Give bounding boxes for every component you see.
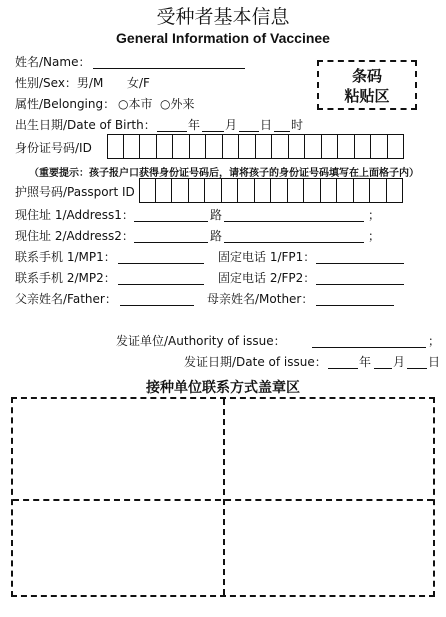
id-note: （重要提示：孩子报户口获得身份证号码后，请将孩子的身份证号码填写在上面格子内） (29, 168, 419, 179)
id-digit-box[interactable] (355, 134, 372, 159)
id-digit-box[interactable] (371, 134, 388, 159)
seal-area-title: 接种单位联系方式盖章区 (146, 380, 300, 396)
passport-char-box[interactable] (222, 178, 239, 203)
passport-char-box[interactable] (238, 178, 255, 203)
id-digit-box[interactable] (157, 134, 174, 159)
passport-label: 护照号码/Passport ID (15, 185, 135, 199)
mp2-field[interactable] (118, 284, 204, 285)
barcode-label-line1: 条码 (351, 67, 382, 85)
address1-road-unit: 路 (210, 208, 223, 222)
id-digit-box[interactable] (173, 134, 190, 159)
address1-detail-field[interactable] (224, 221, 364, 222)
authority-field[interactable] (312, 347, 426, 348)
issue-day-field[interactable] (407, 368, 427, 369)
dob-day-unit: 日 (260, 118, 273, 132)
passport-char-box[interactable] (370, 178, 387, 203)
id-digit-box[interactable] (272, 134, 289, 159)
id-digit-box[interactable] (206, 134, 223, 159)
dob-hour-field[interactable] (274, 131, 290, 132)
id-label: 身份证号码/ID (15, 141, 92, 155)
passport-char-box[interactable] (172, 178, 189, 203)
dob-hour-unit: 时 (291, 118, 304, 132)
id-digit-box[interactable] (289, 134, 306, 159)
id-digit-box[interactable] (305, 134, 322, 159)
passport-char-box[interactable] (304, 178, 321, 203)
id-digit-box[interactable] (256, 134, 273, 159)
dob-month-field[interactable] (202, 131, 224, 132)
mother-label: 母亲姓名/Mother： (207, 292, 314, 306)
seal-divider-horizontal (13, 499, 433, 501)
passport-char-box[interactable] (205, 178, 222, 203)
issue-day-unit: 日 (428, 355, 441, 369)
id-digit-box[interactable] (190, 134, 207, 159)
sex-female-option[interactable]: 女/F (127, 76, 150, 90)
issue-month-unit: 月 (393, 355, 406, 369)
form-title: 受种者基本信息 (156, 6, 290, 28)
id-digit-box[interactable] (140, 134, 157, 159)
passport-char-box[interactable] (189, 178, 206, 203)
address2-label: 现住址 2/Address2： (15, 229, 134, 243)
belonging-local-radio[interactable]: ○本市 (118, 97, 153, 111)
fp1-label: 固定电话 1/FP1： (218, 250, 316, 264)
dob-year-field[interactable] (157, 131, 187, 132)
passport-char-box[interactable] (321, 178, 338, 203)
passport-char-box[interactable] (337, 178, 354, 203)
id-boxes[interactable] (107, 134, 404, 159)
fp2-label: 固定电话 2/FP2： (218, 271, 316, 285)
dob-label: 出生日期/Date of Birth： (15, 118, 156, 132)
fp2-field[interactable] (316, 284, 404, 285)
name-label: 姓名/Name： (15, 55, 91, 69)
mp1-field[interactable] (118, 263, 204, 264)
fp1-field[interactable] (316, 263, 404, 264)
id-digit-box[interactable] (107, 134, 124, 159)
passport-char-box[interactable] (271, 178, 288, 203)
barcode-area (317, 60, 417, 110)
belonging-other-radio[interactable]: ○外来 (160, 97, 195, 111)
id-digit-box[interactable] (388, 134, 405, 159)
address1-district-field[interactable] (134, 221, 208, 222)
mp2-label: 联系手机 2/MP2： (15, 271, 116, 285)
belonging-label: 属性/Belonging： (15, 97, 116, 111)
address2-district-field[interactable] (134, 242, 208, 243)
seal-area (11, 397, 435, 597)
barcode-label-line2: 粘贴区 (344, 87, 390, 105)
id-digit-box[interactable] (338, 134, 355, 159)
sex-label: 性别/Sex：男/M (15, 76, 104, 90)
passport-char-box[interactable] (156, 178, 173, 203)
mother-field[interactable] (316, 305, 394, 306)
father-label: 父亲姓名/Father： (15, 292, 117, 306)
passport-char-box[interactable] (354, 178, 371, 203)
address2-detail-field[interactable] (224, 242, 364, 243)
name-field[interactable] (93, 68, 245, 69)
passport-char-box[interactable] (255, 178, 272, 203)
issue-year-unit: 年 (359, 355, 372, 369)
address2-road-unit: 路 (210, 229, 223, 243)
address1-label: 现住址 1/Address1： (15, 208, 134, 222)
seal-divider-vertical (223, 399, 225, 595)
form-subtitle: General Information of Vaccinee (116, 30, 330, 46)
id-digit-box[interactable] (223, 134, 240, 159)
dob-month-unit: 月 (225, 118, 238, 132)
mp1-label: 联系手机 1/MP1： (15, 250, 116, 264)
passport-char-box[interactable] (387, 178, 404, 203)
authority-label: 发证单位/Authority of issue： (116, 334, 286, 348)
issue-date-label: 发证日期/Date of issue： (184, 355, 327, 369)
dob-day-field[interactable] (239, 131, 259, 132)
id-digit-box[interactable] (124, 134, 141, 159)
passport-char-box[interactable] (139, 178, 156, 203)
passport-boxes[interactable] (139, 178, 403, 203)
issue-year-field[interactable] (328, 368, 358, 369)
address1-end: ； (368, 208, 381, 222)
issue-month-field[interactable] (374, 368, 392, 369)
authority-end: ； (428, 334, 441, 348)
id-digit-box[interactable] (239, 134, 256, 159)
address2-end: ； (368, 229, 381, 243)
dob-year-unit: 年 (188, 118, 201, 132)
passport-char-box[interactable] (288, 178, 305, 203)
id-digit-box[interactable] (322, 134, 339, 159)
father-field[interactable] (120, 305, 194, 306)
